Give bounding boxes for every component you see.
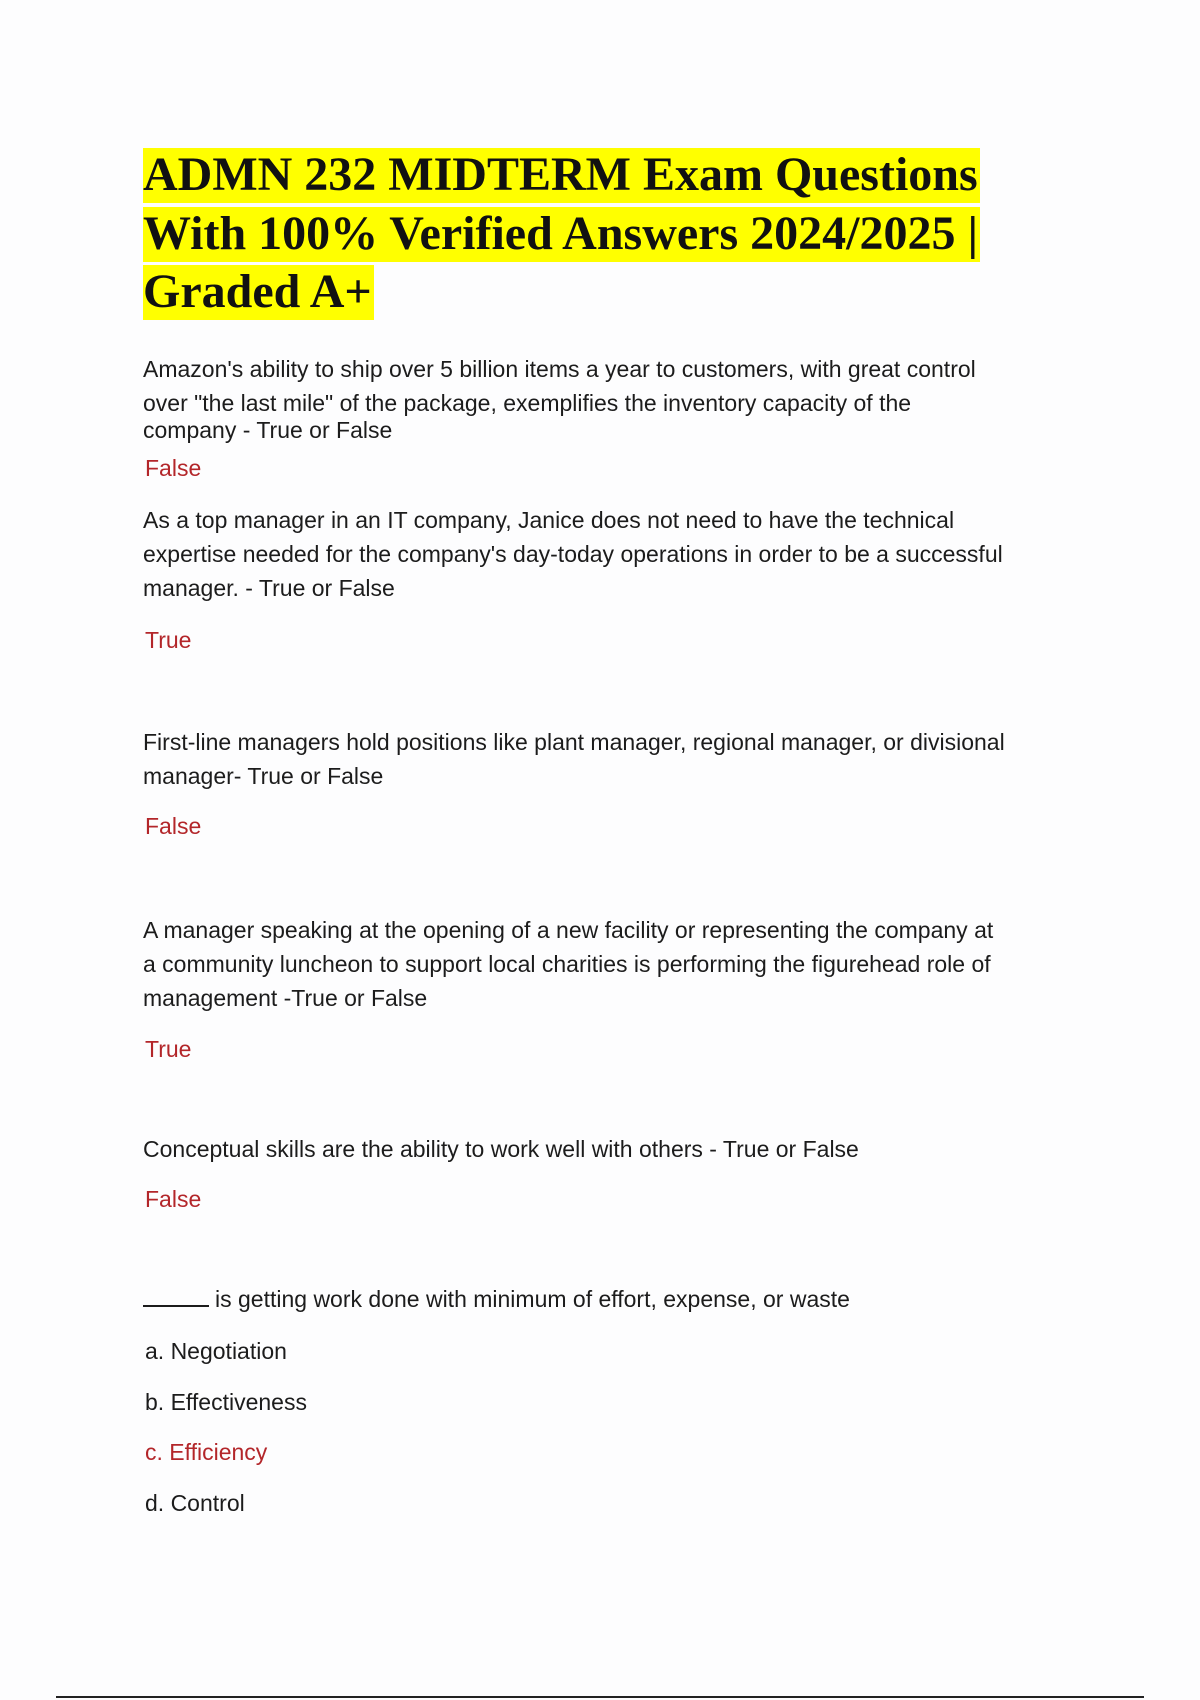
question-line: over "the last mile" of the package, exemplifies the inventory capacity of the xyxy=(143,390,912,416)
option-d: d. Control xyxy=(145,1490,245,1516)
question-line: As a top manager in an IT company, Janice does not need to have the technical xyxy=(143,507,955,533)
question-2-text xyxy=(143,503,1003,605)
question-line: company - True or False xyxy=(143,417,393,443)
question-6-stem xyxy=(143,1283,850,1315)
question-line: Conceptual skills are the ability to work well with others - True or False xyxy=(143,1136,859,1162)
question-line: a community luncheon to support local charities is performing the figurehead role of xyxy=(143,951,991,977)
footer-divider xyxy=(56,1696,1144,1698)
question-line: manager- True or False xyxy=(143,763,384,789)
document-title xyxy=(143,146,1083,322)
question-2-answer: True xyxy=(145,627,192,653)
option-b: b. Effectiveness xyxy=(145,1389,307,1415)
question-line: First-line managers hold positions like plant manager, regional manager, or divisional xyxy=(143,729,1005,755)
question-4-answer: True xyxy=(145,1036,192,1062)
option-c-correct: c. Efficiency xyxy=(145,1439,268,1465)
question-1-answer: False xyxy=(145,455,202,481)
option-a: a. Negotiation xyxy=(145,1338,287,1364)
question-line: A manager speaking at the opening of a new facility or representing the company at xyxy=(143,917,994,943)
title-line: ADMN 232 MIDTERM Exam Questions xyxy=(143,148,978,201)
title-line: Graded A+ xyxy=(143,265,372,318)
question-stem-text: is getting work done with minimum of effort, expense, or waste xyxy=(215,1286,850,1312)
question-5-answer: False xyxy=(145,1186,202,1212)
question-3-answer: False xyxy=(145,813,202,839)
title-highlight xyxy=(143,148,980,320)
question-line: Amazon's ability to ship over 5 billion items a year to customers, with great control xyxy=(143,356,976,382)
question-5-text xyxy=(143,1133,859,1165)
question-1-text xyxy=(143,353,976,446)
question-line: expertise needed for the company's day-today operations in order to be a successful xyxy=(143,541,1003,567)
question-4-text xyxy=(143,913,993,1015)
fill-in-blank xyxy=(143,1287,209,1307)
question-3-text xyxy=(143,725,1005,793)
title-line: With 100% Verified Answers 2024/2025 | xyxy=(143,206,979,260)
question-line: manager. - True or False xyxy=(143,575,395,601)
question-line: management -True or False xyxy=(143,985,428,1011)
